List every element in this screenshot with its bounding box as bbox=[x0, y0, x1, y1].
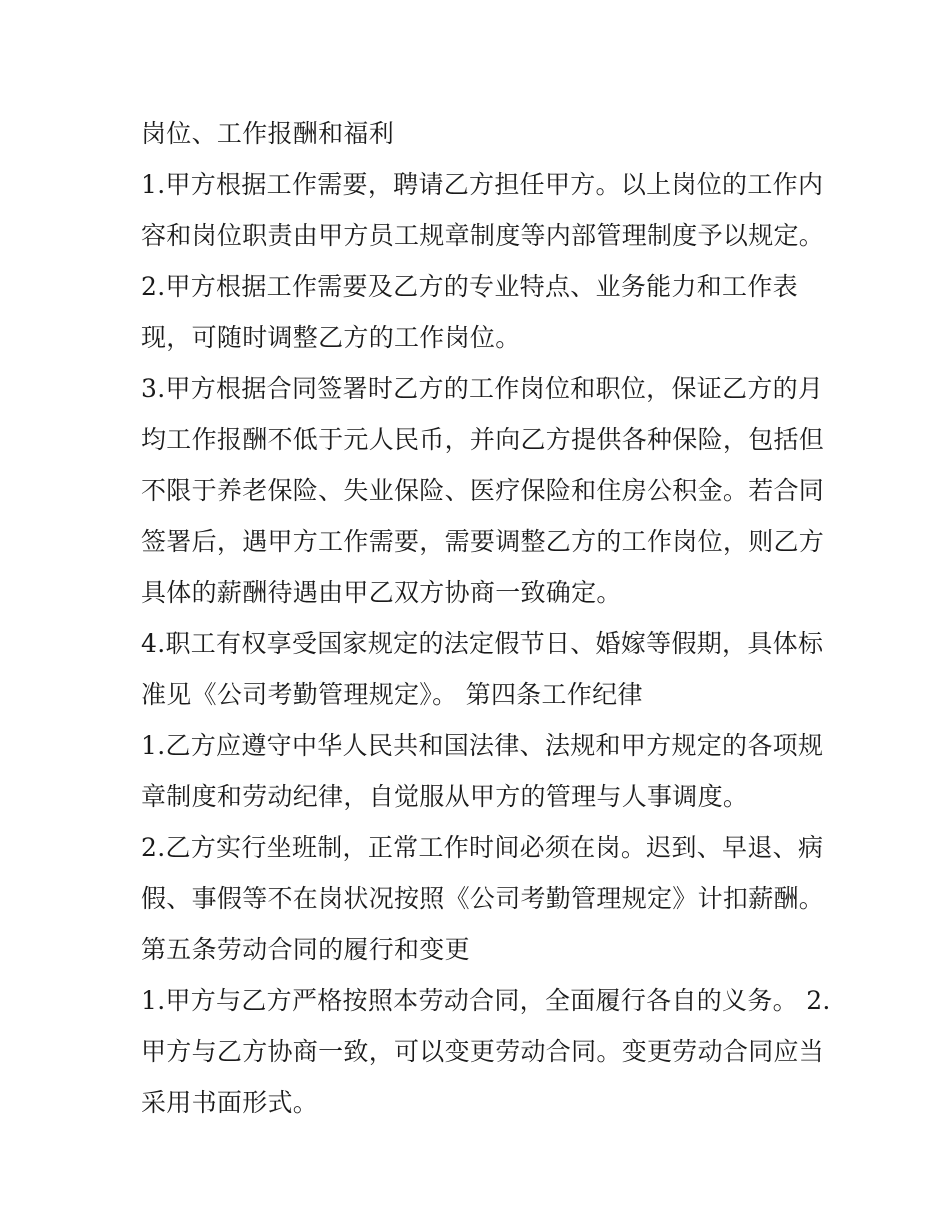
section-heading: 第五条劳动合同的履行和变更 bbox=[141, 935, 470, 964]
text-line: 具体的薪酬待遇由甲乙双方协商一致确定。 bbox=[141, 578, 622, 607]
text-line: 章制度和劳动纪律，自觉服从甲方的管理与人事调度。 bbox=[141, 782, 749, 811]
text-line: 均工作报酬不低于元人民币，并向乙方提供各种保险，包括但 bbox=[141, 425, 825, 454]
text-line: 不限于养老保险、失业保险、医疗保险和住房公积金。若合同 bbox=[141, 476, 825, 505]
text-line: 准见《公司考勤管理规定》。 第四条工作纪律 bbox=[141, 680, 643, 709]
text-line: 2.乙方实行坐班制，正常工作时间必须在岗。迟到、早退、病 bbox=[141, 833, 824, 862]
text-line: 甲方与乙方协商一致，可以变更劳动合同。变更劳动合同应当 bbox=[141, 1037, 825, 1066]
text-line: 1.甲方根据工作需要，聘请乙方担任甲方。以上岗位的工作内 bbox=[141, 170, 824, 199]
text-line: 2.甲方根据工作需要及乙方的专业特点、业务能力和工作表 bbox=[141, 272, 798, 301]
text-line: 现，可随时调整乙方的工作岗位。 bbox=[141, 323, 521, 352]
contract-text-body bbox=[141, 108, 831, 1128]
text-line: 4.职工有权享受国家规定的法定假节日、婚嫁等假期，具体标 bbox=[141, 629, 824, 658]
text-line: 1.乙方应遵守中华人民共和国法律、法规和甲方规定的各项规 bbox=[141, 731, 824, 760]
section-heading: 岗位、工作报酬和福利 bbox=[141, 119, 395, 148]
text-line: 采用书面形式。 bbox=[141, 1088, 319, 1117]
text-line: 1.甲方与乙方严格按照本劳动合同，全面履行各自的义务。 2. bbox=[141, 986, 831, 1015]
text-line: 容和岗位职责由甲方员工规章制度等内部管理制度予以规定。 bbox=[141, 221, 825, 250]
text-line: 签署后，遇甲方工作需要，需要调整乙方的工作岗位，则乙方 bbox=[141, 527, 825, 556]
text-line: 假、事假等不在岗状况按照《公司考勤管理规定》计扣薪酬。 bbox=[141, 884, 825, 913]
text-line: 3.甲方根据合同签署时乙方的工作岗位和职位，保证乙方的月 bbox=[141, 374, 824, 403]
